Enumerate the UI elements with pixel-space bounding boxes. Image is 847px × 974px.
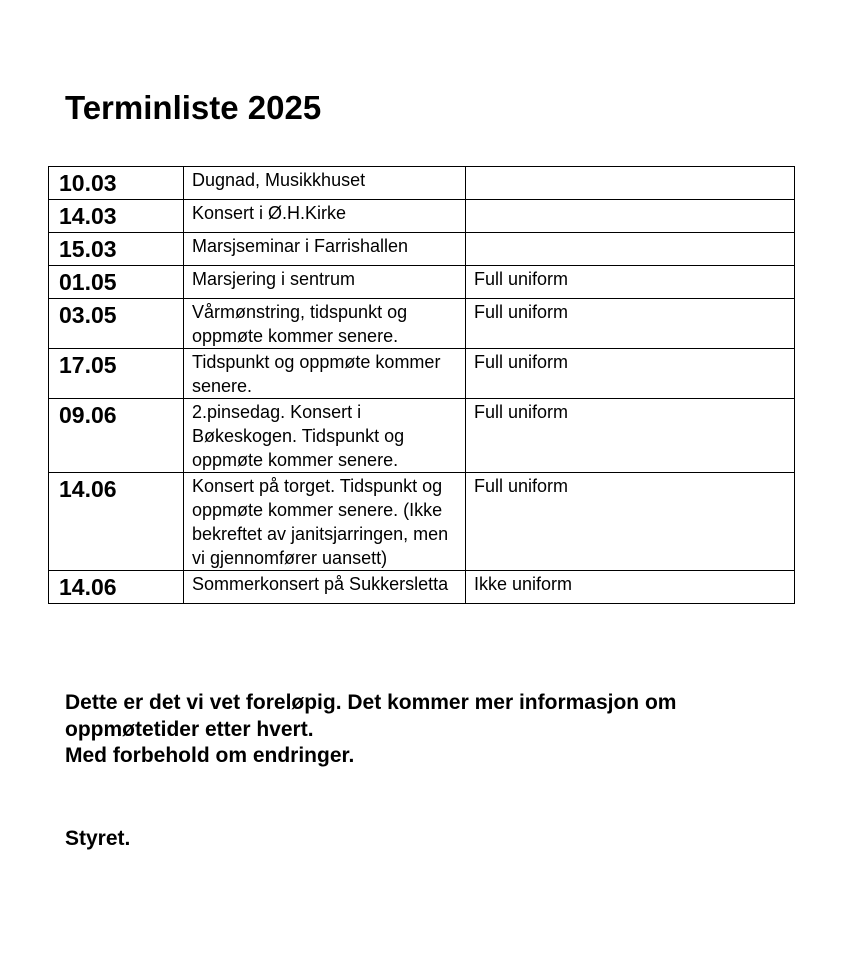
dress-code: Full uniform bbox=[466, 266, 795, 299]
dress-code: Full uniform bbox=[466, 299, 795, 349]
dress-code bbox=[466, 200, 795, 233]
event-description: Marsjering i sentrum bbox=[184, 266, 466, 299]
dress-code bbox=[466, 167, 795, 200]
event-date: 09.06 bbox=[49, 399, 184, 473]
event-description: Marsjseminar i Farrishallen bbox=[184, 233, 466, 266]
event-description: Sommerkonsert på Sukkersletta bbox=[184, 571, 466, 604]
dress-code bbox=[466, 233, 795, 266]
table-row bbox=[49, 266, 795, 299]
table-row bbox=[49, 571, 795, 604]
table-row bbox=[49, 399, 795, 473]
dress-code: Ikke uniform bbox=[466, 571, 795, 604]
table-row bbox=[49, 473, 795, 571]
event-date: 17.05 bbox=[49, 349, 184, 399]
event-description: Konsert i Ø.H.Kirke bbox=[184, 200, 466, 233]
table-row bbox=[49, 233, 795, 266]
dress-code: Full uniform bbox=[466, 473, 795, 571]
event-description: Vårmønstring, tidspunkt og oppmøte kommer senere. bbox=[184, 299, 466, 349]
info-note bbox=[65, 690, 765, 770]
info-note-line: Dette er det vi vet foreløpig. Det kommer mer informasjon om oppmøtetider etter hvert. bbox=[65, 691, 677, 741]
disclaimer-line: Med forbehold om endringer. bbox=[65, 744, 355, 767]
table-row bbox=[49, 200, 795, 233]
page-title: Terminliste 2025 bbox=[65, 89, 322, 126]
dress-code: Full uniform bbox=[466, 349, 795, 399]
table-row bbox=[49, 167, 795, 200]
event-description: Konsert på torget. Tidspunkt og oppmøte kommer senere. (Ikke bekreftet av janitsjarringen, men vi gjennomfører uansett) bbox=[184, 473, 466, 571]
event-date: 10.03 bbox=[49, 167, 184, 200]
event-description: Tidspunkt og oppmøte kommer senere. bbox=[184, 349, 466, 399]
event-description: 2.pinsedag. Konsert i Bøkeskogen. Tidspunkt og oppmøte kommer senere. bbox=[184, 399, 466, 473]
event-date: 14.03 bbox=[49, 200, 184, 233]
event-description: Dugnad, Musikkhuset bbox=[184, 167, 466, 200]
signature: Styret. bbox=[65, 827, 131, 850]
schedule-table bbox=[48, 166, 795, 604]
dress-code: Full uniform bbox=[466, 399, 795, 473]
event-date: 14.06 bbox=[49, 473, 184, 571]
event-date: 03.05 bbox=[49, 299, 184, 349]
table-row bbox=[49, 349, 795, 399]
event-date: 01.05 bbox=[49, 266, 184, 299]
event-date: 14.06 bbox=[49, 571, 184, 604]
table-row bbox=[49, 299, 795, 349]
event-date: 15.03 bbox=[49, 233, 184, 266]
